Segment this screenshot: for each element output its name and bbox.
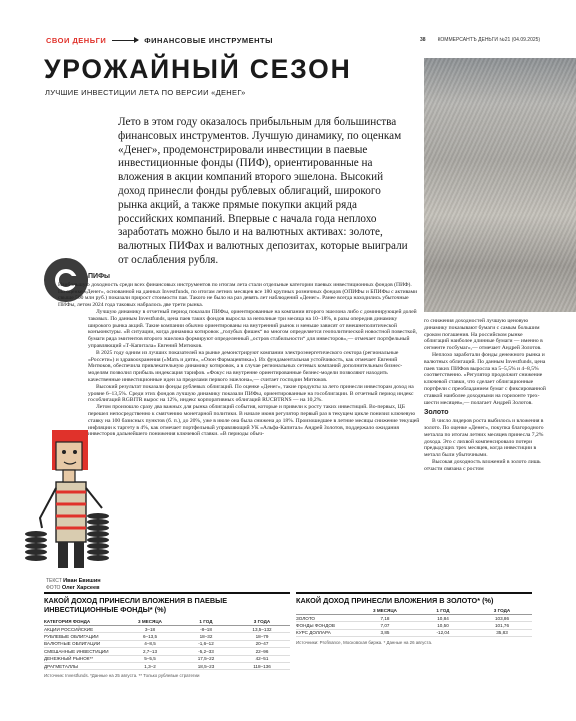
table-header-row: [296, 606, 532, 615]
page-number: 38: [420, 37, 426, 43]
table-cell: 5–5,5: [122, 655, 178, 662]
table-row: [44, 633, 290, 640]
credit-label: ФОТО: [46, 585, 61, 591]
body-paragraph: Высокая доходность вложений в золото лишь отчасти связана с ростом: [424, 458, 541, 472]
table-source-note: Источники: Profinance, Московская биржа. * Данные на 26 августа.: [296, 640, 433, 645]
column-header: 3 МЕСЯЦА: [122, 617, 178, 626]
body-paragraph: Летом произошло сразу два важных для рынка облигаций события, которые и привели к росту таких инвестиций. Во-первых, ЦБ перешел непосредственно к смягчению монетарной политики. В начале июня регулятор первый раз в текущем цикле понизил ключевую ставку на 100 базисных пунктов (б. п.), до 20%, уже в июле она была снижена до 18%. Произошедшее в летние месяцы снижение текущей инфляции к таргету в 4%, как отмечает портфельный управляющий УК «Альфа-Капитал» Андрей Золотов, поддержало ожидания инвесторов дальнейшего понижения ключевой ставки. «В периоды обыч-: [88, 404, 420, 438]
table-cell: 103,86: [472, 615, 532, 622]
table-cell: -1,6–12: [178, 640, 234, 647]
table-top-rule: [296, 592, 532, 594]
folio: [420, 37, 540, 43]
section-header: [46, 36, 273, 45]
table-cell: -8–18: [178, 626, 234, 633]
lead-paragraph: Лето в этом году оказалось прибыльным для большинства финансовых инструментов. Лучшую динамику, по оценкам «Денег», продемонстрировали инвестиции в паевые инвестиционные фонды (ПИФ), ориентированные на вложения в акции компаний второго эшелона. Высокий доход принесли фонды рублевых облигаций, широкого рынка акций, а также прямые покупки акций ряда российских компаний. Впервые с начала года неплохо заработать можно было и на валютных активах: золоте, валютных ПИФах и валютных депозитах, которые выиграли от ослабления рубля.: [118, 116, 408, 266]
body-paragraph: Наибольшую доходность среди всех финансовых инструментов по итогам лета стали отдельные категории паевых инвестиционных фондов (ПИФ). По оценке «Денег», основанной на данных Investfunds, по итогам летних месяцев все 180 крупных розничных фондов (ОПИФы и БПИФы с активами свыше 500 млн руб.) показали прирост стоимости пая. Такого не было на раз девять лет наблюдений «Денег». Ранее всегда находились убыточные ПИФы, летом 2024 года таковых набралось две трети рынка.: [58, 281, 418, 309]
magazine-name: КОММЕРСАНТЪ ДЕНЬГИ №21 (04.09.2025): [437, 37, 541, 43]
table-cell: -5,2–33: [178, 648, 234, 655]
column-header: КАТЕГОРИЯ ФОНДА: [44, 617, 122, 626]
section-label: СВОИ ДЕНЬГИ: [46, 36, 107, 45]
table-cell: -12,04: [414, 629, 472, 636]
subsection-label: ФИНАНСОВЫЕ ИНСТРУМЕНТЫ: [144, 36, 273, 45]
gold-returns-table: [296, 606, 532, 637]
table-cell: 2,7–13: [122, 648, 178, 655]
table-cell: 3–18: [122, 626, 178, 633]
table-cell: 17,5–22: [178, 655, 234, 662]
table-cell: 18–79: [234, 633, 290, 640]
column-header: 3 ГОДА: [234, 617, 290, 626]
table-cell: 18,5–23: [178, 662, 234, 669]
row-label: АКЦИИ РОССИЙСКИЕ: [44, 626, 122, 633]
table-row: [296, 629, 532, 636]
body-paragraph: В число лидеров роста выбилось и вложения в золото. По оценке «Денег», покупка благородного металла по итогам летних месяцев принесла 7,2% дохода. Это с лихвой компенсировало потери предыдущих трех месяцев, когда инвестиции в металл были убыточными.: [424, 418, 544, 459]
table-cell: 7,18: [356, 615, 414, 622]
table-title-pif: КАКОЙ ДОХОД ПРИНЕСЛИ ВЛОЖЕНИЯ В ПАЕВЫЕ ИНВЕСТИЦИОННЫЕ ФОНДЫ* (%): [44, 596, 228, 614]
investor-illustration: [22, 408, 112, 578]
body-column-2: [424, 318, 548, 473]
arrow-right-icon: [112, 40, 138, 41]
table-cell: 4–8,5: [122, 640, 178, 647]
pif-returns-table: [44, 617, 290, 670]
table-cell: 42–51: [234, 655, 290, 662]
body-paragraph: Лучшую динамику в отчетный период показали ПИФы, ориентированные на компании второго эшелона либо с доминирующей долей таковых. По данным Investfunds, цена паев таких фондов выросла за неполные три месяца на 10–18%, в разы опередив динамику широкого рынка акций. Такие компании обычно ориентированы на внутренний рынок и меньше зависят от внешнеполитической конъюнктуры. «В ситуации, когда динамика котировок „голубых фишек“ во многом определяется геополитической новостной повесткой, бумаги ряда эмитентов второго эшелона формируют определенный „остров стабильности“ для инвесторов»,— отмечает портфельный управляющий «Т-Капитала» Евгений Митюков.: [88, 308, 417, 349]
table-cell: 7,07: [356, 622, 414, 629]
table-source-note: Источник: Investfunds. *Данные на 25 августа. ** Только рублевые стратегии: [44, 673, 200, 678]
body-paragraph: В 2025 году одним из лучших показателей на рынке демонстрируют компании электроэнергетического сектора (региональные «Россети») и здравоохранения («Мать и дитя», «Озон Фармацевтика»). Их фундаментальная устойчивость, как отмечает Евгений Митюков, обеспечила привлекательную динамику котировок, а в случае региональных сетевых компаний дополнительным бизнес-моделям позволил прибыль индексация тарифов. «Фокус на внутренне ориентированные бизнес-модели позволяют находить качественные инвестиционные идеи за пределами первого эшелона»,— считает господин Митюков.: [88, 349, 403, 383]
table-cell: 13,5–132: [234, 626, 290, 633]
page-title: УРОЖАЙНЫЙ СЕЗОН: [44, 54, 352, 84]
table-cell: 18–32: [178, 633, 234, 640]
body-column-1: [58, 273, 420, 438]
column-header: 3 МЕСЯЦА: [356, 606, 414, 615]
table-cell: 35,83: [472, 629, 532, 636]
table-cell: 10,50: [414, 622, 472, 629]
table-cell: 10,84: [414, 615, 472, 622]
table-cell: 101,76: [472, 622, 532, 629]
column-header: 3 ГОДА: [472, 606, 532, 615]
table-cell: 22–96: [234, 648, 290, 655]
table-row: [296, 615, 532, 622]
table-row: [44, 655, 290, 662]
column-header: [296, 606, 356, 615]
author-name: Иван Евишин: [63, 578, 101, 584]
table-header-row: [44, 617, 290, 626]
row-label: ФОНДЫ ФОНДОВ: [296, 622, 356, 629]
page-subtitle: ЛУЧШИЕ ИНВЕСТИЦИИ ЛЕТА ПО ВЕРСИИ «ДЕНЕГ»: [45, 88, 246, 97]
body-paragraph: Высокий результат показали фонды рублевых облигаций. По оценке «Денег», такие продукты за лето принесли инвесторам доход на уровне 6–13,5%. Среди этих фондов лучшую динамику показали ПИФы, ориентированные на гособлигации. В отчетный период индекс гособлигаций RGBITR вырос на 12%, индекс корпоративных облигаций RUCBTRNS — на 10,2%.: [88, 383, 414, 404]
table-row: [44, 626, 290, 633]
table-title-gold: КАКОЙ ДОХОД ПРИНЕСЛИ ВЛОЖЕНИЯ В ЗОЛОТО* (%): [296, 596, 494, 605]
table-cell: 6–13,5: [122, 633, 178, 640]
column-header: 1 ГОД: [414, 606, 472, 615]
row-label: ВАЛЮТНЫЕ ОБЛИГАЦИИ: [44, 640, 122, 647]
body-paragraph: Неплохо заработали фонды денежного рынка и валютных облигаций. По данным Investfunds, цена паев таких ПИФов выросла на 5–5,5% и 4–8,5% соответственно. «Регулятор продолжит снижение ключевой ставки, что сделает облигационные портфели с преобладанием бумаг с фиксированной ставкой наиболее доходными на горизонте трех-шести месяцев»,— полагает Андрей Золотов.: [424, 351, 546, 406]
row-label: ДРАГМЕТАЛЛЫ: [44, 662, 122, 669]
row-label: РУБЛЕВЫЕ ОБЛИГАЦИИ: [44, 633, 122, 640]
section-heading-pifs: ПИФы: [88, 273, 111, 280]
table-cell: 3,85: [356, 629, 414, 636]
sand-photo: [424, 58, 576, 312]
credit-label: ТЕКСТ: [46, 578, 62, 584]
column-header: 1 ГОД: [178, 617, 234, 626]
table-row: [296, 622, 532, 629]
table-row: [44, 640, 290, 647]
table-cell: 20–47: [234, 640, 290, 647]
row-label: ЗОЛОТО: [296, 615, 356, 622]
row-label: КУРС ДОЛЛАРА: [296, 629, 356, 636]
row-label: ДЕНЕЖНЫЙ РЫНОК**: [44, 655, 122, 662]
table-row: [44, 662, 290, 669]
table-cell: 1,3–2: [122, 662, 178, 669]
table-top-rule: [44, 592, 290, 594]
table-row: [44, 648, 290, 655]
credits: [46, 578, 101, 592]
body-paragraph: го снижения доходностей лучшую ценовую динамику показывают бумаги с самым большим сроком погашения. На российском рынке облигаций наиболее длинные бумаги — именно в сегменте госбумаг»,— отмечает Андрей Золотов.: [424, 318, 543, 352]
row-label: СМЕШАННЫЕ ИНВЕСТИЦИИ: [44, 648, 122, 655]
table-cell: 118–136: [234, 662, 290, 669]
photographer-name: Олег Харсеев: [61, 585, 100, 591]
section-heading-gold: Золото: [424, 409, 449, 417]
